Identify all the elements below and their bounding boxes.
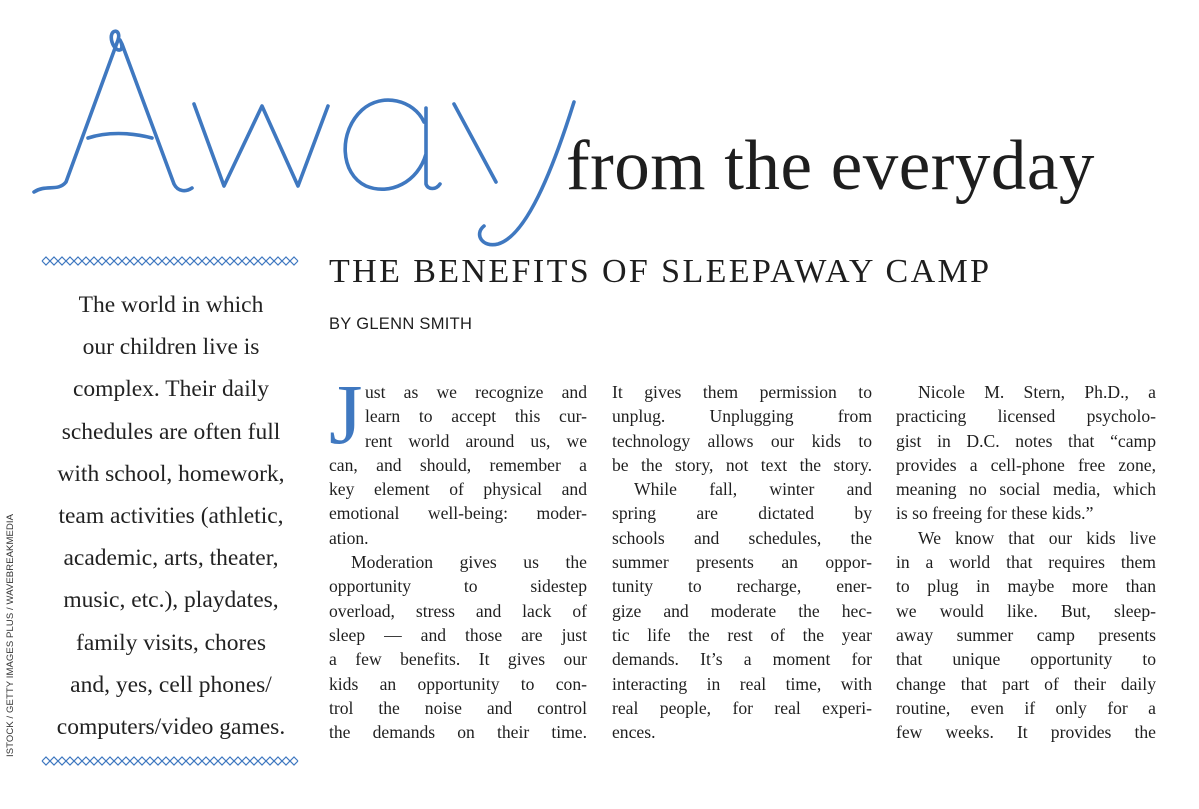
body-line: learn to accept this cur-	[365, 406, 587, 427]
article-column-1	[329, 366, 587, 744]
body-line: in a world that requires them	[896, 552, 1156, 573]
pull-quote-line: The world in which	[78, 292, 264, 318]
byline: BY GLENN SMITH	[329, 315, 473, 333]
body-line: gize and moderate the hec-	[612, 600, 872, 621]
body-line: technology allows our kids to	[612, 430, 872, 451]
article-column-3	[896, 380, 1156, 744]
body-line: key element of physical and	[329, 479, 587, 500]
drop-cap: J	[329, 366, 363, 462]
body-line: rent world around us, we	[365, 430, 587, 451]
body-line: summer presents an oppor-	[612, 552, 872, 573]
body-line: to plug in maybe more than	[896, 576, 1156, 597]
body-line: a few benefits. It gives our	[329, 649, 587, 670]
article-subtitle: THE BENEFITS OF SLEEPAWAY CAMP	[329, 253, 992, 290]
body-line: Moderation gives us the	[351, 552, 587, 573]
body-line: is so freeing for these kids.”	[896, 503, 1094, 524]
body-line: While fall, winter and	[634, 479, 872, 500]
body-line: practicing licensed psycholo-	[896, 406, 1156, 427]
body-line: schools and schedules, the	[612, 527, 872, 548]
pull-quote-line: complex. Their daily	[73, 376, 269, 403]
zigzag-divider-top	[40, 255, 302, 267]
body-line: sleep — and those are just	[329, 624, 587, 645]
body-line: real people, for real experi-	[612, 697, 872, 718]
body-line: tic life the rest of the year	[612, 624, 872, 645]
pull-quote-line: family visits, chores	[76, 629, 266, 656]
body-line: routine, even if only for a	[896, 697, 1156, 718]
pull-quote-line: music, etc.), playdates,	[63, 587, 279, 614]
body-line: away summer camp presents	[896, 624, 1156, 645]
body-line: few weeks. It provides the	[896, 722, 1156, 743]
pull-quote-line: academic, arts, theater,	[63, 545, 279, 572]
zigzag-divider-bottom	[40, 755, 302, 767]
body-line: ust as we recognize and	[365, 382, 587, 402]
pull-quote-line: computers/video games.	[56, 714, 286, 741]
body-line: be the story, not text the story.	[612, 454, 872, 475]
body-line: the demands on their time.	[329, 722, 587, 743]
pull-quote-line: and, yes, cell phones/	[70, 671, 272, 698]
body-line: spring are dictated by	[612, 503, 872, 524]
photo-credit: ISTOCK / GETTY IMAGES PLUS / WAVEBREAKMEDIA	[5, 513, 16, 757]
body-line: gist in D.C. notes that “camp	[896, 430, 1156, 451]
pull-quote	[40, 284, 302, 748]
body-line: It gives them permission to	[612, 382, 872, 402]
body-line: Nicole M. Stern, Ph.D., a	[918, 382, 1156, 402]
title-away-script	[26, 22, 586, 250]
body-line: unplug. Unplugging from	[612, 406, 872, 427]
body-line: opportunity to sidestep	[329, 576, 587, 597]
body-line: We know that our kids live	[918, 527, 1156, 548]
body-line: ation.	[329, 527, 369, 548]
pull-quote-line: our children live is	[82, 334, 260, 361]
body-line: can, and should, remember a	[329, 454, 587, 475]
pull-quote-line: team activities (athletic,	[58, 503, 284, 530]
article-column-2	[612, 380, 872, 744]
title-rest: from the everyday	[566, 127, 1095, 205]
body-line: overload, stress and lack of	[329, 600, 587, 621]
body-line: emotional well-being: moder-	[329, 503, 587, 524]
body-line: kids an opportunity to con-	[329, 673, 587, 694]
body-line: change that part of their daily	[896, 673, 1156, 694]
body-line: tunity to recharge, ener-	[612, 576, 872, 597]
body-line: provides a cell-phone free zone,	[896, 454, 1156, 475]
body-line: trol the noise and control	[329, 697, 587, 718]
body-line: interacting in real time, with	[612, 673, 872, 694]
body-line: we would like. But, sleep-	[896, 600, 1156, 621]
body-line: demands. It’s a moment for	[612, 649, 872, 670]
pull-quote-line: schedules are often full	[61, 418, 281, 445]
body-line: ences.	[612, 722, 656, 743]
body-line: that unique opportunity to	[896, 649, 1156, 670]
body-line: meaning no social media, which	[896, 479, 1156, 500]
pull-quote-line: with school, homework,	[57, 460, 285, 487]
